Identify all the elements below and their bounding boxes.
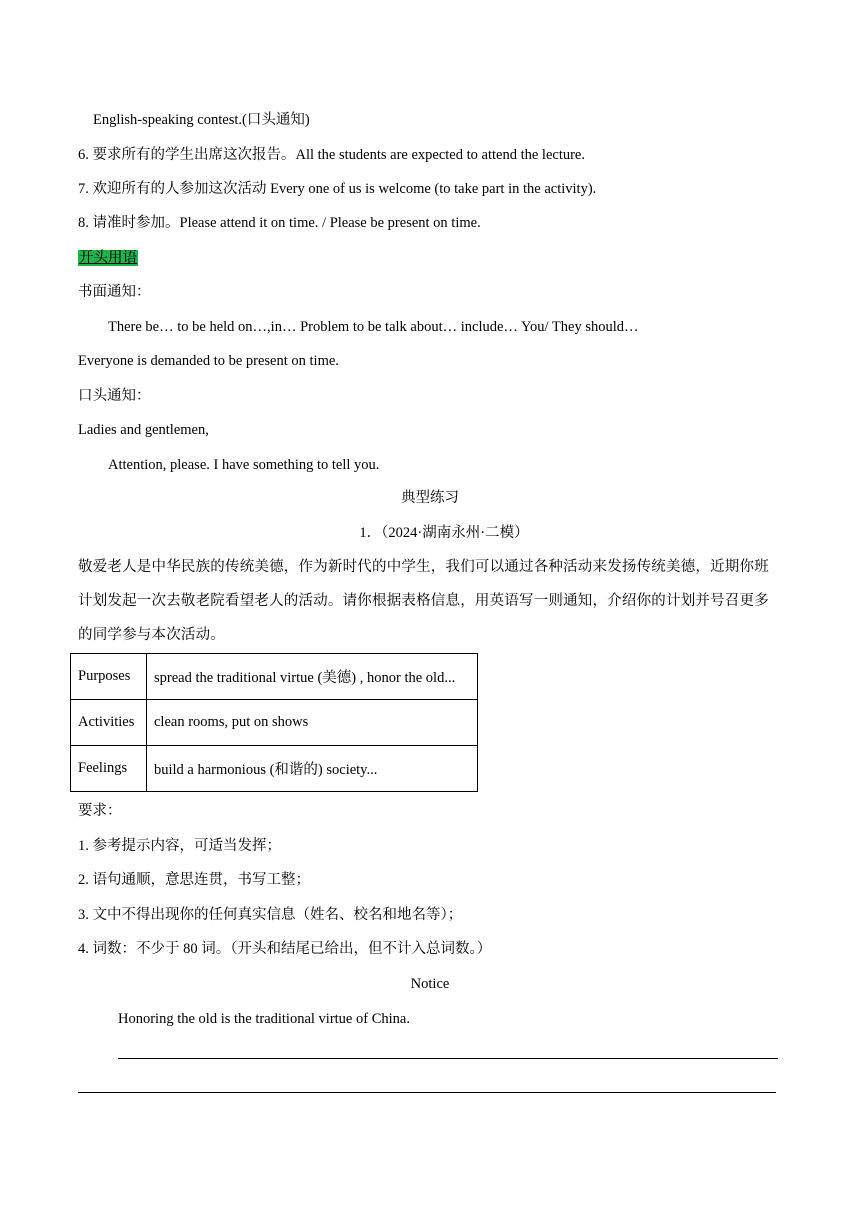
text-line: There be… to be held on…,in… Problem to be talk about… include… You/ They should…: [108, 319, 639, 335]
text-line: English-speaking contest.(口头通知): [93, 112, 310, 128]
table-key: Activities: [71, 700, 147, 746]
table-key: Feelings: [71, 746, 147, 792]
highlighted-heading: 开头用语: [79, 250, 137, 266]
answer-line[interactable]: [118, 1058, 778, 1059]
text-line: Ladies and gentlemen,: [78, 422, 209, 438]
requirement-item: 3. 文中不得出现你的任何真实信息（姓名、校名和地名等）；: [78, 907, 463, 923]
text-line: 7. 欢迎所有的人参加这次活动 Every one of us is welcome (to take part in the activity).: [78, 181, 597, 197]
table-value: spread the traditional virtue (美德) , honor the old...: [147, 654, 478, 700]
table-row: [71, 654, 478, 700]
text-line: 8. 请准时参加。Please attend it on time. / Please be present on time.: [78, 215, 481, 231]
requirement-item: 1. 参考提示内容，可适当发挥；: [78, 838, 281, 854]
table-key: Purposes: [71, 654, 147, 700]
section-heading: [78, 248, 138, 268]
notice-opening-sentence: Honoring the old is the traditional virtue of China.: [118, 1011, 410, 1027]
text-line: Everyone is demanded to be present on time.: [78, 353, 339, 369]
requirement-item: 4. 词数：不少于 80 词。（开头和结尾已给出，但不计入总词数。）: [78, 941, 492, 957]
table-row: [71, 746, 478, 792]
info-table: [70, 653, 478, 792]
oral-notice-label: 口头通知：: [78, 388, 151, 404]
table-value: clean rooms, put on shows: [147, 700, 478, 746]
exercise-heading: 典型练习: [401, 490, 459, 506]
notice-title: Notice: [410, 976, 450, 992]
exercise-prompt: 敬爱老人是中华民族的传统美德，作为新时代的中学生，我们可以通过各种活动来发扬传统美德，近期你班计划发起一次去敬老院看望老人的活动。请你根据表格信息，用英语写一则通知，介绍你的计划并号召更多的同学参与本次活动。: [78, 559, 769, 643]
requirement-item: 2. 语句通顺，意思连贯，书写工整；: [78, 872, 310, 888]
text-line: Attention, please. I have something to tell you.: [108, 457, 380, 473]
table-value: build a harmonious (和谐的) society...: [147, 746, 478, 792]
answer-line[interactable]: [78, 1092, 776, 1093]
exercise-number: 1．（2024·湖南永州·二模）: [359, 525, 529, 541]
written-notice-label: 书面通知：: [78, 284, 151, 300]
table-row: [71, 700, 478, 746]
text-line: 6. 要求所有的学生出席这次报告。All the students are expected to attend the lecture.: [78, 147, 585, 163]
requirements-label: 要求：: [78, 803, 122, 819]
